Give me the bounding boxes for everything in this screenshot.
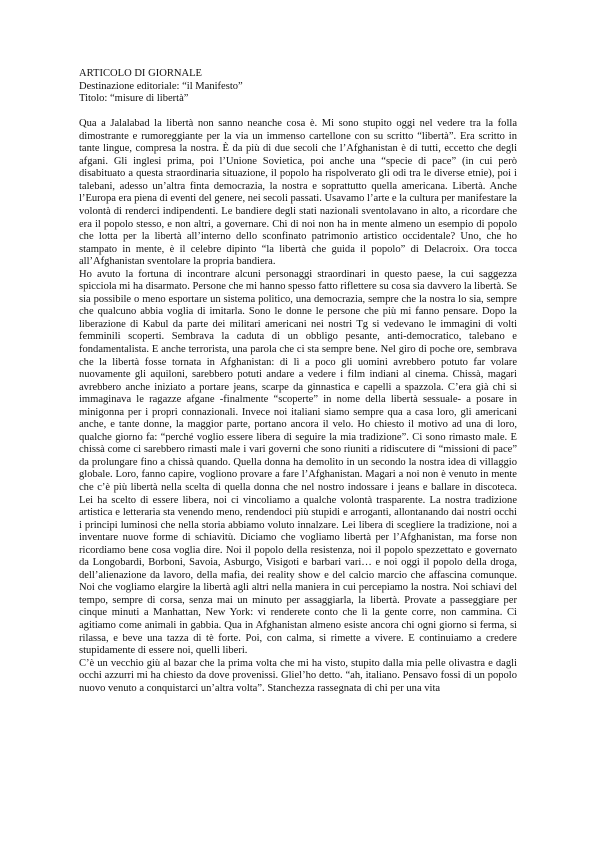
paragraph-3: C’è un vecchio giù al bazar che la prima volta che mi ha visto, stupito dalla mia pelle olivastra e dagli occhi azzurri mi ha chiesto da dove provenissi. Gliel’ho detto. “ah, italiano. Pensavo fossi di un popolo nuovo venuto a conquistarci un’altra volta”. Stanchezza rassegnata di chi per una vita: [79, 657, 517, 694]
paragraph-2: Ho avuto la fortuna di incontrare alcuni personaggi straordinari in questo paese, la cui saggezza spicciola mi ha disarmato. Persone che mi hanno spesso fatto riflettere su cosa sia davvero la libertà. Se sia possibile o meno esportare un sistema politico, una democrazia, sempre che la nostra lo sia, sempre che qualcuno abbia voglia di imitarla. Sono le donne le persone che più mi fanno pensare. Dopo la liberazione di Kabul da parte dei militari americani nei nostri Tg si vedevano le immagini di volti femminili scoperti. Sembrava la caduta di un obbligo pesante, anti-democratico, talebano e fondamentalista. E anche terrorista, una parola che ci sta sempre bene. Nel giro di poche ore, sembrava che la libertà fosse tornata in Afghanistan: di lì a poco gli uomini avrebbero potuto far volare nuovamente gli aquiloni, sarebbero potuti andare a vedere i film indiani al cinema. Chissà, magari avrebbero anche iniziato a portare jeans, scarpe da ginnastica e capelli a spazzola. C’era già chi si immaginava le ragazze afgane -finalmente “scoperte” in nome della libertà sessuale- a posare in minigonna per i propri connazionali. Invece noi italiani siamo sempre qua a casa loro, gli americani anche, e tante donne, la maggior parte, portano ancora il velo. Ho chiesto il motivo ad una di loro, qualche giorno fa: “perché voglio essere libera di seguire la mia tradizione”. Ci sono rimasto male. E chissà come ci sarebbero rimasti male i vari governi che sono riuniti a ridiscutere di “missioni di pace” da prolungare fino a chissà quando. Quella donna ha demolito in un secondo la nostra idea di villaggio globale. Loro, fanno capire, vogliono provare a fare l’Afghanistan. Magari a noi non è venuto in mente che c’è più libertà nella scelta di quella donna che nel nostro indossare i jeans e ballare in discoteca. Lei ha scelto di essere libera, noi ci vincoliamo a qualche volontà trasparente. La nostra tradizione artistica e letteraria sta venendo meno, rendendoci più stupidi e arroganti, allontanando dai nostri occhi i principi luminosi che nella storia abbiamo voluto innalzare. Lei libera di scegliere la tradizione, noi a inventare nuove forme di schiavitù. Diciamo che vogliamo libertà per l’Afghanistan, ma forse non ricordiamo bene cosa voglia dire. Noi il popolo della resistenza, noi il popolo spezzettato e governato da Longobardi, Borboni, Savoia, Asburgo, Visigoti e barbari vari… e noi oggi il popolo della droga, dell’alienazione da lavoro, della mafia, dei reality show e del calcio marcio che affascina comunque. Noi che vogliamo elargire la libertà agli altri nella maniera in cui percepiamo la nostra. Noi schiavi del tempo, sempre di corsa, senza mai un minuto per assaggiarla, la libertà. Provate a passeggiare per cinque minuti a Manhattan, New York: vi renderete conto che lì la gente corre, non cammina. Ci agitiamo come animali in gabbia. Qua in Afghanistan almeno esiste ancora chi ogni giorno si ferma, si rilassa, e beve una tazza di tè forte. Poi, con calma, si rimette a vivere. E continuiamo a credere stupidamente di essere noi, quelli liberi.: [79, 268, 517, 657]
header-spacer: [79, 106, 517, 119]
article-title: Titolo: “misure di libertà”: [79, 93, 189, 105]
paragraph-1: Qua a Jalalabad la libertà non sanno neanche cosa è. Mi sono stupito oggi nel vedere tra la folla dimostrante e rumoreggiante per la via un immenso cartellone con su scritto “libertà”. Era scritto in tante lingue, compresa la nostra. È da più di due secoli che l’Afghanistan è di tutti, eccetto che degli afgani. Gli inglesi prima, poi l’Unione Sovietica, poi anche una “specie di pace” (in cui però disabituato a questa straordinaria situazione, il popolo ha rispolverato gli odi tra le diverse etnie), poi i talebani, adesso un’altra finta democrazia, la nostra e soprattutto quella americana. Libertà. Anche l’Europa era piena di eventi del genere, nei secoli passati. Usavamo l’arte e la cultura per manifestare la volontà di renderci indipendenti. Le bandiere degli stati nazionali sventolavano in alto, a ricordare che era il popolo stesso, e non altri, a governare. Chi di noi non ha in mente almeno un esempio di popolo che lotta per la libertà all’interno dello sconfinato patrimonio artistico occidentale? Uno, che ho stampato in mente, è il celebre dipinto “la libertà che guida il popolo” di Delacroix. Ora tocca all’Afghanistan sventolare la propria bandiera.: [79, 118, 517, 268]
article-page: [79, 68, 517, 695]
article-type: ARTICOLO DI GIORNALE: [79, 68, 202, 79]
editorial-destination: Destinazione editoriale: “il Manifesto”: [79, 80, 243, 92]
